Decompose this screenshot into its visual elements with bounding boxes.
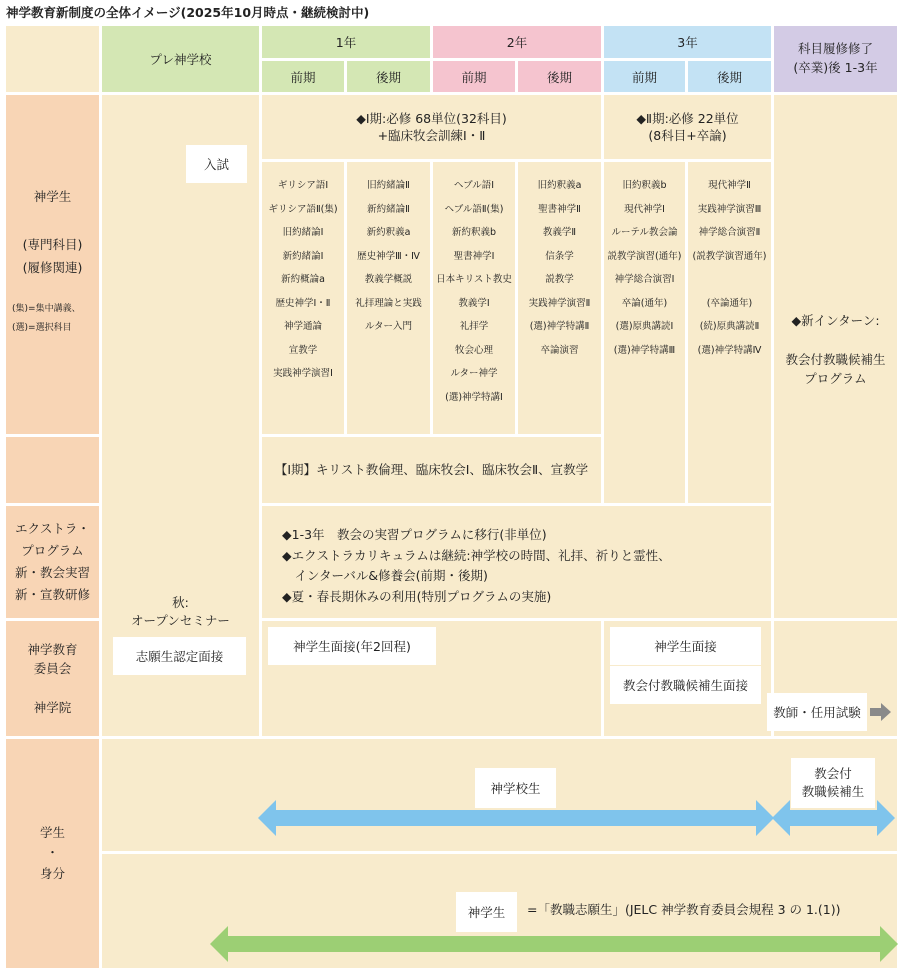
applicant-interview-box: 志願生認定面接 xyxy=(113,637,246,675)
course-item: 現代神学Ⅱ xyxy=(708,180,751,191)
course-item: 教義学Ⅰ xyxy=(458,297,490,309)
header-year3: 3年 xyxy=(604,26,771,58)
student-label: 神学生 (専門科目) (履修関連) xyxy=(22,189,83,276)
course-item: 旧約緒論Ⅱ xyxy=(367,180,410,191)
teacher-exam-box: 教師・任用試験 xyxy=(767,693,867,731)
course-item: 実践神学演習Ⅰ xyxy=(273,368,333,379)
course-item: 現代神学Ⅰ xyxy=(624,203,665,215)
row-label-status: 学生 ・ 身分 xyxy=(6,739,99,968)
header-y2-second-term: 後期 xyxy=(518,61,601,92)
course-item: ルーテル教会論 xyxy=(611,227,678,238)
course-item: ルター神学 xyxy=(450,368,498,379)
corner-cell xyxy=(6,26,99,92)
course-item: ギリシア語Ⅱ(集) xyxy=(268,203,338,215)
course-item: 実践神学演習Ⅲ xyxy=(697,203,762,215)
courses-y2-second xyxy=(518,162,601,434)
seminary-student-box: 神学校生 xyxy=(475,768,556,808)
course-item: 聖書神学Ⅱ xyxy=(538,203,581,215)
row-label-extra-program: エクストラ・ プログラム 新・教会実習 新・宣教研修 xyxy=(6,506,99,618)
theology-student-definition: =「教職志願生」(JELC 神学教育委員会規程 3 の 1.(1)) xyxy=(527,902,841,917)
header-year1: 1年 xyxy=(262,26,430,58)
courses-y2-first xyxy=(433,162,515,434)
course-item: 新約釈義b xyxy=(451,227,497,238)
open-seminar-label: 秋: オープンセミナー xyxy=(131,595,230,629)
candidate-interview-box: 教会付教職候補生面接 xyxy=(610,666,761,704)
period2-requirements: ◆Ⅱ期:必修 22単位 (8科目+卒論) xyxy=(604,95,771,159)
header-pre-seminary: プレ神学校 xyxy=(102,26,259,92)
course-item: 歴史神学Ⅲ・Ⅳ xyxy=(357,250,420,262)
course-item: 卒論演習 xyxy=(540,344,579,356)
course-item: (選)原典講読Ⅰ xyxy=(615,321,674,332)
course-item: (選)神学特講Ⅰ xyxy=(445,391,503,403)
course-item: (説教学演習通年) xyxy=(692,250,767,262)
period1-common-courses: 【Ⅰ期】キリスト教倫理、臨床牧会Ⅰ、臨床牧会Ⅱ、宣教学 xyxy=(262,437,601,503)
course-item: 聖書神学Ⅰ xyxy=(453,250,495,262)
course-item: (卒論通年) xyxy=(706,297,753,309)
entrance-exam-box: 入試 xyxy=(186,145,247,183)
student-interview-twice-box: 神学生面接(年2回程) xyxy=(268,627,436,665)
courses-y1-second xyxy=(347,162,430,434)
header-y3-first-term: 前期 xyxy=(604,61,685,92)
course-item: 神学総合演習Ⅱ xyxy=(698,227,761,238)
course-item: 礼拝理論と実践 xyxy=(355,297,422,309)
row-label-student xyxy=(6,95,99,434)
header-year2: 2年 xyxy=(433,26,601,58)
course-item: 新約緒論Ⅰ xyxy=(282,250,324,262)
candidate-box: 教会付 教職候補生 xyxy=(791,758,875,808)
course-item: 神学総合演習Ⅰ xyxy=(614,274,675,285)
course-item: 宣教学 xyxy=(288,344,318,356)
student-interview-box: 神学生面接 xyxy=(610,627,761,665)
course-item: 教義学概説 xyxy=(364,274,413,285)
row-label-student-sub xyxy=(6,437,99,503)
extra-program-text: ◆1-3年 教会の実習プログラムに移行(非単位) ◆エクストラカリキュラムは継続:神学校の時間、礼拝、祈りと霊性、 インターバル&修養会(前期・後期) ◆夏・春長期休みの利用(特別プログラムの実施) xyxy=(282,527,671,604)
header-y1-first-term: 前期 xyxy=(262,61,344,92)
header-y3-second-term: 後期 xyxy=(688,61,771,92)
after-graduation-column xyxy=(774,95,897,618)
course-item: ルター入門 xyxy=(364,321,413,332)
courses-y1-first xyxy=(262,162,344,434)
course-item xyxy=(688,268,771,292)
course-item: ギリシア語Ⅰ xyxy=(277,180,329,191)
course-item: 旧約釈義a xyxy=(537,180,582,191)
course-item: 実践神学演習Ⅱ xyxy=(528,297,591,309)
header-after-graduation: 科目履修修了 (卒業)後 1-3年 xyxy=(774,26,897,92)
course-item: 新約概論a xyxy=(281,274,325,285)
course-item: 旧約釈義b xyxy=(622,180,667,191)
courses-y3-first xyxy=(604,162,685,503)
internship-text: ◆新インターン: 教会付教職候補生 プログラム xyxy=(785,313,886,387)
period1-requirements: ◆Ⅰ期:必修 68単位(32科目) +臨床牧会訓練Ⅰ・Ⅱ xyxy=(262,95,601,159)
course-item: 神学通論 xyxy=(283,321,322,332)
course-item: 信条学 xyxy=(545,250,574,262)
course-item: ヘブル語Ⅰ xyxy=(453,180,495,191)
course-item: (選)神学特講Ⅱ xyxy=(529,321,590,332)
course-item: 礼拝学 xyxy=(459,321,489,332)
course-item: (選)神学特講Ⅳ xyxy=(697,344,762,356)
course-item: 新約緒論Ⅱ xyxy=(367,203,410,215)
course-item: ヘブル語Ⅱ(集) xyxy=(444,203,504,215)
header-y2-first-term: 前期 xyxy=(433,61,515,92)
row-label-committee: 神学教育 委員会 神学院 xyxy=(6,621,99,736)
course-item: (続)原典講読Ⅱ xyxy=(699,321,760,332)
header-y1-second-term: 後期 xyxy=(347,61,430,92)
exam-arrow-icon xyxy=(870,702,892,722)
courses-y3-second xyxy=(688,162,771,503)
theology-student-box: 神学生 xyxy=(456,892,517,932)
course-item: 説教学演習(通年) xyxy=(607,250,682,262)
course-item: 教義学Ⅱ xyxy=(542,227,577,238)
course-item: 旧約緒論Ⅰ xyxy=(282,227,324,238)
theology-student-arrow xyxy=(210,924,898,964)
student-label-note: (集)=集中講義、 (選)=選択科目 xyxy=(12,304,81,333)
course-item: 歴史神学Ⅰ・Ⅱ xyxy=(275,297,331,309)
course-item: (選)神学特講Ⅲ xyxy=(613,344,676,356)
page-title: 神学教育新制度の全体イメージ(2025年10月時点・継続検討中) xyxy=(6,5,370,20)
course-item: 牧会心理 xyxy=(454,344,493,356)
course-item: 説教学 xyxy=(545,274,574,285)
course-item: 日本キリスト教史 xyxy=(436,274,512,285)
course-item: 卒論(通年) xyxy=(621,297,668,309)
course-item: 新約釈義a xyxy=(366,227,411,238)
extra-program-cell xyxy=(262,506,771,618)
